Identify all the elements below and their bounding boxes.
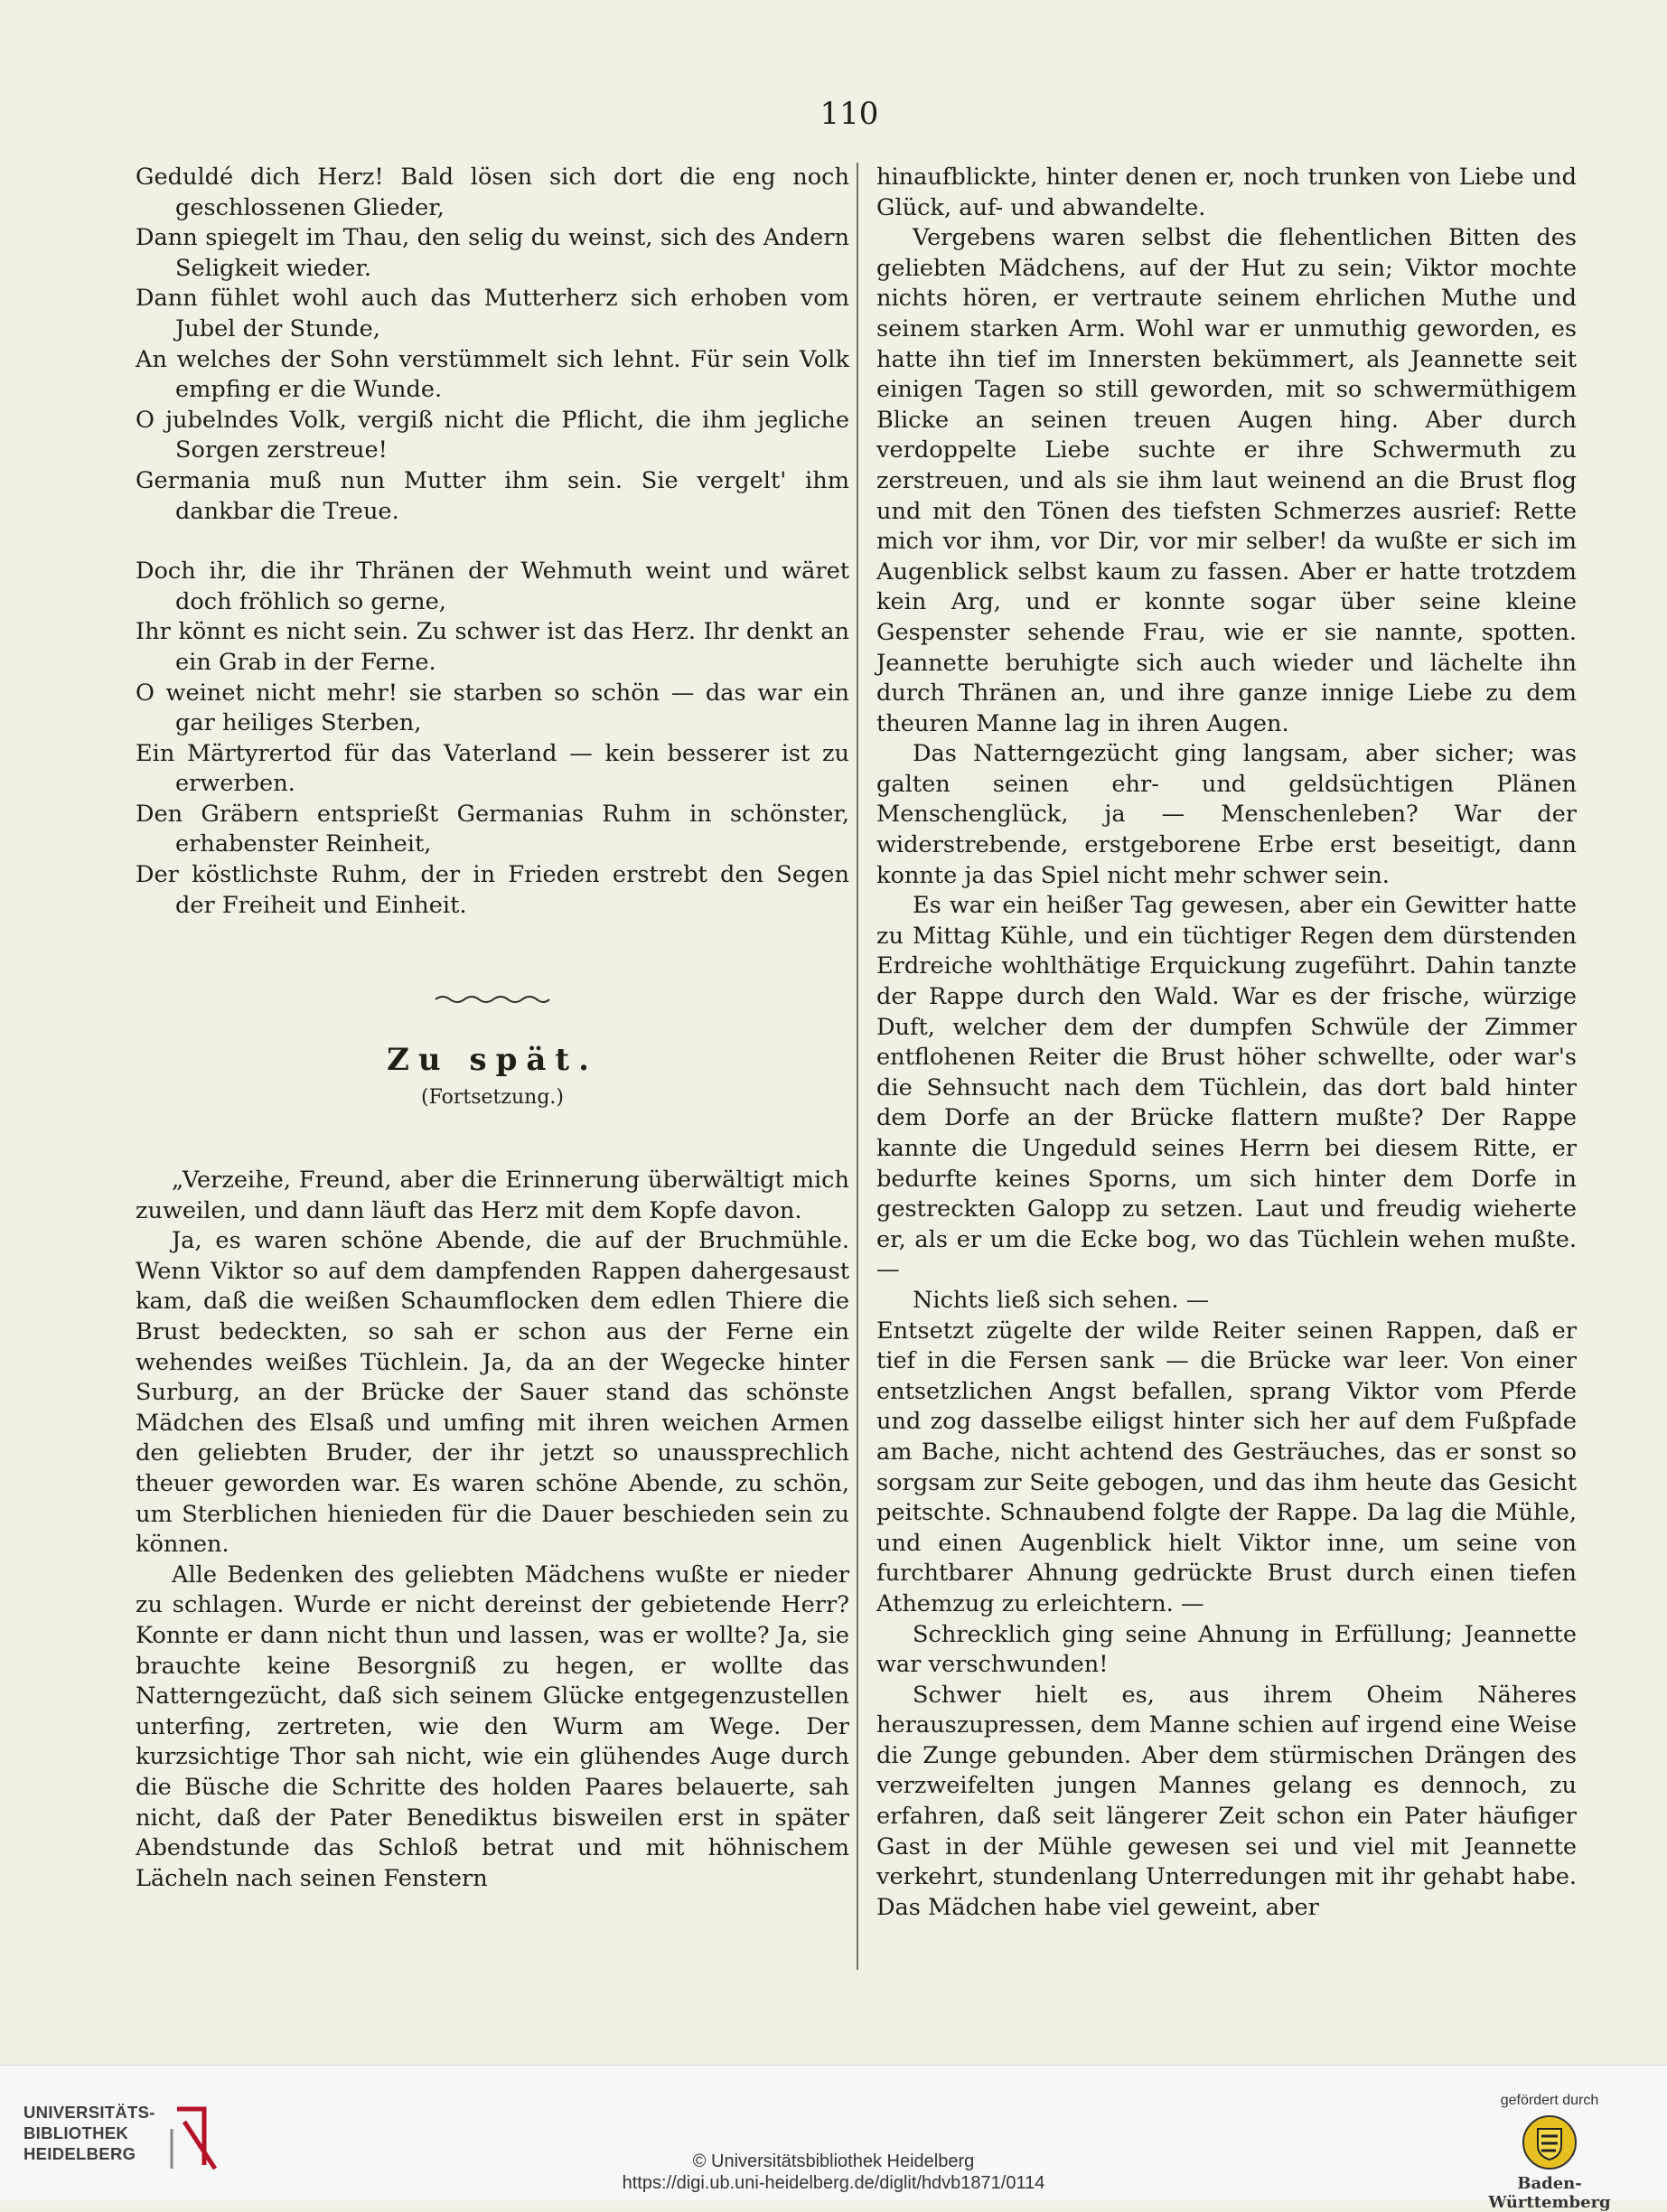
poem-stanza [136, 557, 849, 921]
sponsor-name: Baden-Württemberg [1488, 2174, 1611, 2212]
column-divider [857, 163, 858, 1970]
poem-line: Ein Märtyrertod für das Vaterland — kein besserer ist zu erwerben. [136, 739, 849, 798]
poem-line: An welches der Sohn verstümmelt sich lehnt. Für sein Volk empfing er die Wunde. [136, 345, 849, 404]
story-paragraph: „Verzeihe, Freund, aber die Erinnerung überwältigt mich zuweilen, und dann läuft das Herz mit dem Kopfe davon. [136, 1167, 849, 1224]
left-column [136, 163, 849, 1894]
poem-line: Dann fühlet wohl auch das Mutterherz sich erhoben vom Jubel der Stunde, [136, 285, 849, 342]
story-paragraph: Nichts ließ sich sehen. — [913, 1286, 1210, 1314]
poem-stanza [136, 163, 849, 527]
poem-line: Dann spiegelt im Thau, den selig du weinst, sich des Andern Seligkeit wieder. [136, 224, 849, 282]
poem-line: Ihr könnt es nicht sein. Zu schwer ist das Herz. Ihr denkt an ein Grab in der Ferne. [136, 618, 849, 676]
permalink-url[interactable]: https://digi.ub.uni-heidelberg.de/diglit/hdvb1871/0114 [622, 2173, 1045, 2193]
sponsor-label: gefördert durch [1500, 2093, 1599, 2108]
story-paragraph: Schwer hielt es, aus ihrem Oheim Näheres herauszupressen, dem Manne schien auf irgend eine Weise die Zunge gebunden. Aber dem stürmischen Drängen des verzweifelten jungen Mannes gelang es dennoch, zu erfahren, daß seit längerer Zeit schon ein Pater häufiger Gast in der Mühle gewesen sei und viel mit Jeannette verkehrt, stundenlang Unterredungen mit ihr gehabt habe. Das Mädchen habe viel geweint, aber [876, 1681, 1577, 1921]
page-number: 110 [819, 96, 879, 132]
poem-line: O weinet nicht mehr! sie starben so schön — das war ein gar heiliges Sterben, [136, 679, 849, 737]
poem-line: Den Gräbern entsprießt Germanias Ruhm in schönster, erhabenster Reinheit, [136, 800, 849, 858]
story-paragraph: Entsetzt zügelte der wilde Reiter seinen Rappen, daß er tief in die Fersen sank — die Brücke war leer. Von einer entsetzlichen Angst befallen, sprang Viktor vom Pferde und zog dasselbe eiligst hinter sich her auf dem Fußpfade am Bache, nicht achtend des Gesträuches, das er sonst so sorgsam zur Seite gebogen, und das ihm heute das Gesicht peitschte. Schnaubend folgte der Rappe. Da lag die Mühle, und einen Augenblick hielt Viktor inne, um seine von furchtbarer Ahnung gedrückte Brust durch einen tiefen Athemzug zu erleichtern. — [876, 1317, 1577, 1617]
story-paragraph: Schrecklich ging seine Ahnung in Erfüllung; Jeannette war verschwunden! [876, 1620, 1577, 1679]
viewer-footer [0, 2065, 1667, 2212]
copyright-text: © Universitätsbibliothek Heidelberg [692, 2151, 975, 2171]
poem-line: Germania muß nun Mutter ihm sein. Sie vergelt' ihm dankbar die Treue. [136, 466, 849, 525]
library-logo-text: UNIVERSITÄTS- BIBLIOTHEK HEIDELBERG [23, 2103, 155, 2163]
story-subtitle: (Fortsetzung.) [421, 1086, 564, 1110]
story-paragraph: Alle Bedenken des geliebten Mädchens wußte er nieder zu schlagen. Wurde er nicht dereinst der gebietende Herr? Konnte er dann nicht thun und lassen, was er wollte? Ja, sie brauchte keine Besorgniß zu hegen, er wollte das Natterngezücht, daß sich seinem Glücke entgegenzustellen unterfing, zertreten, wie den Wurm am Wege. Der kurzsichtige Thor sah nicht, wie ein glühendes Auge durch die Büsche die Schritte des holden Paares belauerte, sah nicht, daß der Pater Benediktus bisweilen erst in später Abendstunde das Schloß betrat und mit höhnischem Lächeln nach seinen Fenstern [136, 1561, 849, 1892]
story-paragraph: Ja, es waren schöne Abende, die auf der Bruchmühle. Wenn Viktor so auf dem dampfenden Rappen dahergesaust kam, daß die weißen Schaumflocken dem edlen Thiere die Brust bedeckten, so sah er schon aus der Ferne ein wehendes weißes Tüchlein. Ja, da an der Wegecke hinter Surburg, an der Brücke der Sauer stand das schönste Mädchen des Elsaß und umfing mit ihren weichen Armen den geliebten Bruder, der ihr jetzt so unaussprechlich theuer geworden war. Es waren schöne Abende, zu schön, um Sterblichen hienieden für die Dauer beschieden sein zu können. [136, 1227, 849, 1559]
section-divider-ornament [136, 984, 849, 1015]
poem-line: Geduldé dich Herz! Bald lösen sich dort die eng noch geschlossenen Glieder, [136, 164, 849, 221]
story-title: Zu spät. [387, 1041, 598, 1078]
poem-line: Doch ihr, die ihr Thränen der Wehmuth weint und wäret doch fröhlich so gerne, [136, 558, 849, 615]
coat-of-arms-icon [1522, 2114, 1578, 2170]
right-column [876, 163, 1577, 1923]
story-paragraph: Vergebens waren selbst die flehentlichen Bitten des geliebten Mädchens, auf der Hut zu sein; Viktor mochte nichts hören, er vertraute seinem ehrlichen Muthe und seinem starken Arm. Wohl war er unmuthig geworden, es hatte ihn tief im Innersten bekümmert, als Jeannette seit einigen Tagen so still geworden, mit so schwermüthigem Blicke an seinen treuen Augen hing. Aber durch verdoppelte Liebe suchte er ihre Schwermuth zu zerstreuen, und als sie ihm laut weinend an die Brust flog und mit den Tönen des tiefsten Schmerzes ausrief: Rette mich vor ihm, vor Dir, vor mir selber! da wußte er sich im Augenblick selbst kaum zu fassen. Aber er hatte trotzdem kein Arg, und er konnte sogar über seine kleine Gespenster sehende Frau, wie er sie nannte, spotten. Jeannette beruhigte sich auch wieder und lächelte ihn durch Thränen an, und ihre ganze innige Liebe zu dem theuren Manne lag in ihren Augen. [876, 224, 1577, 737]
story-paragraph: Das Natterngezücht ging langsam, aber sicher; was galten seinen ehr- und geldsüchtigen Plänen Menschenglück, ja — Menschenleben? War der widerstrebende, erstgeborene Erbe erst beseitigt, dann konnte ja das Spiel nicht mehr schwer sein. [876, 740, 1577, 889]
story-paragraph: hinaufblickte, hinter denen er, noch trunken von Liebe und Glück, auf- und abwandelte. [876, 164, 1577, 221]
poem-line: Der köstlichste Ruhm, der in Frieden erstrebt den Segen der Freiheit und Einheit. [136, 861, 849, 919]
story-paragraph: Es war ein heißer Tag gewesen, aber ein Gewitter hatte zu Mittag Kühle, und ein tüchtiger Regen dem dürstenden Erdreiche wohlthätige Erquickung zugeführt. Dahin tanzte der Rappe durch den Wald. War es der frische, würzige Duft, welcher dem der dumpfen Schwüle der Zimmer entflohenen Reiter die Brust höher schwellte, oder war's die Sehnsucht nach dem Tüchlein, das dort bald hinter dem Dorfe an der Brücke flattern mußte? Der Rappe kannte die Ungeduld seines Herrn bei diesem Ritte, er bedurfte keines Sporns, um sich hinter dem Dorfe in gestreckten Galopp zu setzen. Laut und freudig wieherte er, als er um die Ecke bog, wo das Tüchlein wehen mußte. — [876, 892, 1577, 1284]
poem-line: O jubelndes Volk, vergiß nicht die Pflicht, die ihm jegliche Sorgen zerstreue! [136, 406, 849, 464]
sponsor-block [1459, 2093, 1640, 2212]
